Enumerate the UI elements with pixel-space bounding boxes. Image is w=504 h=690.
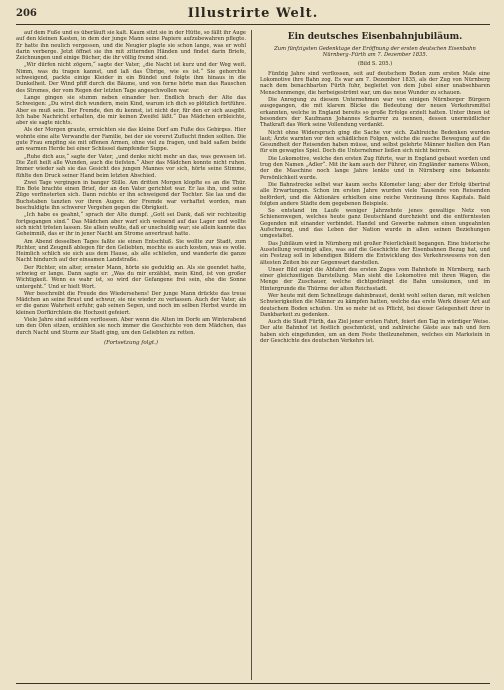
left-paragraph: Zwei Tage vergingen in banger Stille. Am dritten Morgen klopfte es an die Thür. Ein Bote brachte einen Brief, der an den Vater gerichtet war. Er las ihn, und seine Züge verfinsterten sich. Dann reichte er ihn schweigend der Tochter. Sie las und die Buchstaben tanzten vor ihren Augen: der Fremde war verhaftet worden, man beschuldigte ihn schwerer Vergehen gegen die Obrigkeit.: [16, 179, 246, 212]
right-paragraph: Die Anregung zu diesem Unternehmen war von einigen Nürnberger Bürgern ausgegangen, die mit klarem Blicke die Bedeutung der neuen Verkehrsmittel erkannten, welche in England bereits so große Erfolge erzielt hatten. Unter ihnen ist besonders der Kaufmann Johannes Scharrer zu nennen, dessen unermüdlicher Thatkraft das Werk seine Vollendung verdankt.: [260, 97, 490, 129]
left-paragraph: Am Abend desselben Tages faßte sie einen Entschluß. Sie wollte zur Stadt, zum Richter, und Zeugniß ablegen für den Geliebten, mochte es auch kosten, was es wolle. Heimlich schlich sie sich aus dem Hause, als alle schliefen, und wanderte die ganze Nacht hindurch auf der einsamen Landstraße.: [16, 238, 246, 264]
left-column: [16, 30, 246, 680]
right-paragraph: Die Lokomotive, welche den ersten Zug führte, war in England gebaut worden und trug den Namen „Adler“. Mit ihr kam auch der Führer, ein Engländer namens Wilson, der die Maschine noch lange Jahre lenkte und in Nürnberg eine bekannte Persönlichkeit wurde.: [260, 155, 490, 181]
left-paragraph: Der Richter, ein alter, ernster Mann, hörte sie geduldig an. Als sie geendet hatte, schwieg er lange. Dann sagte er: „Was du mir erzählst, mein Kind, ist von großer Wichtigkeit. Wenn es wahr ist, so wird der Gefangene frei sein, ehe die Sonne untergeht.“ Und er hielt Wort.: [16, 264, 246, 290]
left-paragraph: Viele Jahre sind seitdem verflossen. Aber wenn die Alten im Dorfe am Winterabend um den Ofen sitzen, erzählen sie noch immer die Geschichte von dem Mädchen, das durch Nacht und Sturm zur Stadt ging, um den Geliebten zu retten.: [16, 317, 246, 336]
right-paragraph: Die Bahnstrecke selbst war kaum sechs Kilometer lang; aber der Erfolg übertraf alle Erwartungen. Schon im ersten Jahre wurden viele Tausende von Reisenden befördert, und die Aktionäre erhielten eine reiche Verzinsung ihres Kapitals. Bald folgten andere Städte dem gegebenen Beispiele.: [260, 181, 490, 207]
right-paragraph: Auch die Stadt Fürth, das Ziel jener ersten Fahrt, feiert den Tag in würdiger Weise. Der alte Bahnhof ist festlich geschmückt, und zahlreiche Gäste aus nah und fern haben sich eingefunden, um an dem Feste theilzunehmen, welches ein Markstein in der Geschichte des deutschen Verkehrs ist.: [260, 319, 490, 345]
right-paragraph: So entstand im Laufe weniger Jahrzehnte jenes gewaltige Netz von Schienenwegen, welches heute ganz Deutschland durchzieht und die entferntesten Gegenden mit einander verbindet. Handel und Gewerbe nahmen einen ungeahnten Aufschwung, und das Leben der Nation wurde in allen seinen Beziehungen umgestaltet.: [260, 208, 490, 240]
article-title: Ein deutsches Eisenbahnjubiläum.: [287, 32, 463, 42]
left-paragraph: „Ruhe dich aus,“ sagte der Vater, „und denke nicht mehr an das, was gewesen ist. Die Zeit heilt alle Wunden, auch die tiefsten.“ Aber das Mädchen konnte nicht ruhen. Immer wieder sah sie das Gesicht des jungen Mannes vor sich, hörte seine Stimme, fühlte den Druck seiner Hand beim letzten Abschied.: [16, 153, 246, 179]
right-paragraph: Unser Bild zeigt die Abfahrt des ersten Zuges vom Bahnhofe in Nürnberg, nach einer gleichzeitigen Darstellung. Man sieht die Lokomotive mit ihren Wagen, die Menge der Zuschauer, welche dichtgedrängt die Bahn umsäumen, und im Hintergrunde die Thürme der alten Reichsstadt.: [260, 266, 490, 292]
bottom-rule: [16, 683, 490, 684]
journal-title: Illustrirte Welt.: [187, 6, 319, 21]
right-paragraph: Wer heute mit dem Schnellzuge dahinbraust, denkt wohl selten daran, mit welchen Schwierigkeiten die Männer zu kämpfen hatten, welche das erste Werk dieser Art auf deutschem Boden schufen. Um so mehr ist es Pflicht, bei dieser Gelegenheit ihrer in Dankbarkeit zu gedenken.: [260, 292, 490, 318]
left-paragraph: Lange gingen sie stumm neben einander her. Endlich brach der Alte das Schweigen: „Du wirst dich wundern, mein Kind, warum ich dich so plötzlich fortführe. Aber es muß sein. Der Fremde, den du kennst, ist nicht der, für den er sich ausgibt. Ich habe Nachricht erhalten, die mir keinen Zweifel läßt.“ Das Mädchen erbleichte, aber sie sagte nichts.: [16, 94, 246, 127]
left-paragraph: auf dem Fuße und es überläuft sie kalt. Kaum sitzt sie in der Hütte, so fällt ihr Auge auf den kleinen Kasten, in dem der junge Mann seine Papiere aufzubewahren pflegte. Er hatte ihn neulich vergessen, und die Neugier plagte sie schon lange, was er wohl darin verberge. Jetzt öffnet sie ihn mit zitternden Händen und findet darin Briefe, Zeichnungen und einige Bücher, die ihr völlig fremd sind.: [16, 30, 246, 62]
page-number: 206: [16, 8, 37, 19]
right-paragraph: Das Jubiläum wird in Nürnberg mit großer Feierlichkeit begangen. Eine historische Ausstellung vereinigt alles, was auf die Geschichte der Eisenbahnen Bezug hat, und ein Festzug soll in lebendigen Bildern die Entwicklung des Verkehrswesens von den ältesten Zeiten bis zur Gegenwart darstellen.: [260, 240, 490, 266]
article-subtitle: Zum fünfzigsten Gedenktage der Eröffnung der ersten deutschen Eisenbahn Nürnberg–Fürth am 7. Dezember 1835.: [274, 46, 476, 59]
column-divider: [251, 30, 252, 680]
page-header: [16, 8, 490, 24]
right-column: [260, 30, 490, 680]
right-paragraph: Fünfzig Jahre sind verflossen, seit auf deutschem Boden zum ersten Male eine Lokomotive ihre Bahn zog. Es war am 7. Dezember 1835, als der Zug von Nürnberg nach dem benachbarten Fürth fuhr, begleitet von dem Jubel einer unabsehbaren Menschenmenge, die herbeigeströmt war, um das neue Wunder zu schauen.: [260, 70, 490, 96]
continued-note: (Fortsetzung folgt.): [103, 339, 159, 346]
left-paragraph: „Wir dürfen nicht zögern,“ sagte der Vater, „die Nacht ist kurz und der Weg weit. Nimm, was du tragen kannst, und laß das Übrige, wie es ist.“ Sie gehorchte schweigend, packte einige Kleider in ein Bündel und folgte ihm hinaus in die Dunkelheit. Der Wind pfiff durch die Bäume, und von ferne hörte man das Rauschen des Stromes, der vom Regen der letzten Tage angeschwollen war.: [16, 62, 246, 94]
article-image-reference: (Bild S. 205.): [357, 60, 393, 67]
left-paragraph: „Ich habe es geahnt,“ sprach der Alte dumpf. „Gott sei Dank, daß wir rechtzeitig fortgegangen sind.“ Das Mädchen aber warf sich weinend auf das Lager und wollte sich nicht trösten lassen. Sie allein wußte, daß er unschuldig war; sie allein kannte das Geheimniß, das er ihr in jener Nacht am Strome anvertraut hatte.: [16, 212, 246, 238]
right-paragraph: Nicht ohne Widerspruch ging die Sache vor sich. Zahlreiche Bedenken wurden laut; Ärzte warnten vor den schädlichen Folgen, welche die rasche Bewegung auf die Gesundheit der Reisenden haben müsse, und selbst gelehrte Männer hielten den Plan für ein gewagtes Spiel. Doch die Unternehmer ließen sich nicht beirren.: [260, 129, 490, 155]
left-paragraph: Wer beschreibt die Freude des Wiedersehens! Der junge Mann drückte das treue Mädchen an seine Brust und schwur, sie nie wieder zu verlassen. Auch der Vater, als er die ganze Wahrheit erfuhr, gab seinen Segen, und noch im selben Herbst wurde im kleinen Dorfkirchlein die Hochzeit gefeiert.: [16, 290, 246, 316]
left-paragraph: Als der Morgen graute, erreichten sie das kleine Dorf am Fuße des Gebirges. Hier wohnte eine alte Verwandte der Familie, bei der sie vorerst Zuflucht finden sollten. Die gute Frau empfing sie mit offenen Armen, ohne viel zu fragen, und bald saßen beide am warmen Herde bei einer Schüssel dampfender Suppe.: [16, 127, 246, 153]
header-rule: [16, 24, 490, 25]
